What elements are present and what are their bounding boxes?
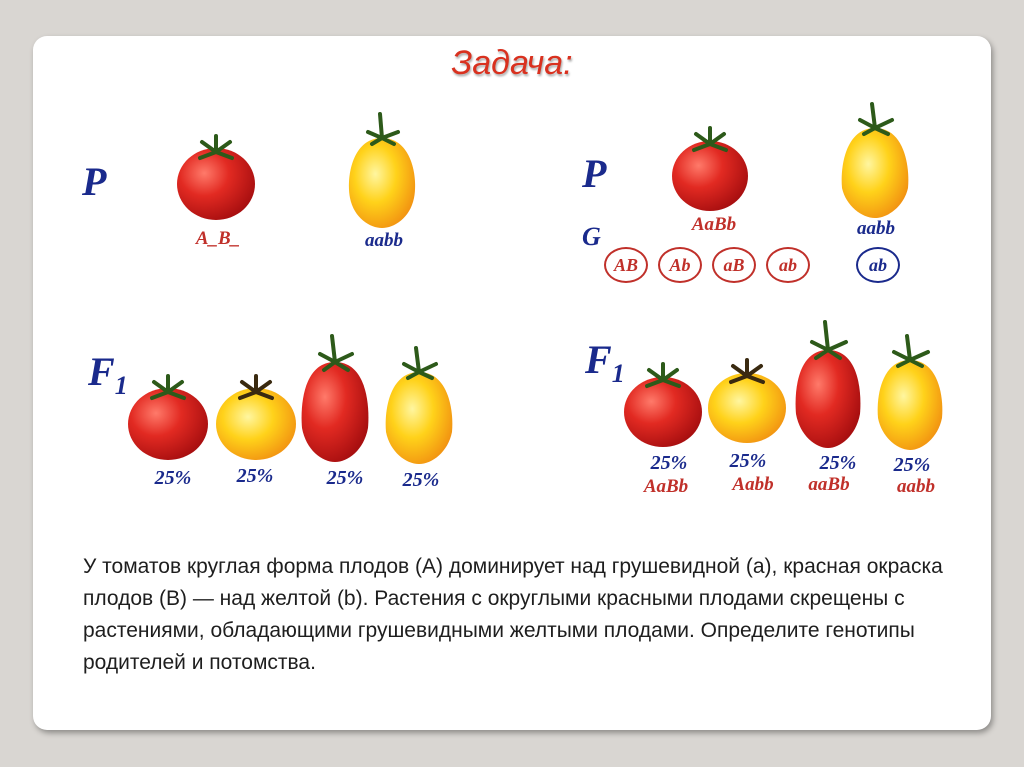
- left-f1-percent: 25%: [154, 467, 192, 489]
- gamete-ab-lower: ab: [766, 247, 810, 283]
- left-f1-round-yellow-tomato: [212, 372, 300, 464]
- right-f1-genotype: AaBb: [643, 476, 689, 497]
- right-f1-pear-yellow-tomato: [872, 334, 948, 452]
- right-f1-genotype: aabb: [897, 476, 935, 497]
- left-f1-percent: 25%: [326, 467, 364, 489]
- right-g-label: G: [582, 222, 601, 251]
- right-f1-percent: 25%: [650, 452, 688, 474]
- right-f1-percent: 25%: [893, 454, 931, 476]
- right-f1-percent: 25%: [819, 452, 857, 474]
- slide-title: Задача:: [451, 44, 573, 82]
- right-f1-round-red-tomato: [620, 362, 706, 452]
- left-p-label: P: [82, 159, 107, 204]
- left-parent-pear-yellow-tomato: [342, 108, 422, 233]
- right-parent-yellow-genotype: aabb: [857, 218, 895, 239]
- right-parent-pear-yellow-tomato: [836, 100, 914, 222]
- left-f1-percent: 25%: [402, 469, 440, 491]
- gamete-ab-lower-upper: aB: [712, 247, 756, 283]
- gamete-ab-upper: AB: [604, 247, 648, 283]
- left-f1-pear-red-tomato: [296, 332, 374, 466]
- left-f1-label: $F_1$: [88, 349, 128, 400]
- gamete-ab-mixed: Ab: [658, 247, 702, 283]
- right-parent-red-genotype: AaBb: [691, 214, 737, 235]
- right-f1-label: $F_1$: [585, 337, 625, 388]
- right-f1-pear-red-tomato: [790, 320, 866, 450]
- left-parent-yellow-genotype: aabb: [365, 230, 403, 251]
- right-f1-genotype: Aabb: [732, 474, 774, 495]
- task-description: У томатов круглая форма плодов (А) доминирует над грушевидной (а), красная окраска плодов (В) — над желтой (b). Растения с округлыми красными плодами скрещены с растениями, обладающими грушевидными желтыми плодами. Определите генотипы родителей и потомства.: [83, 555, 943, 674]
- right-f1-percent: 25%: [729, 450, 767, 472]
- right-p-label: P: [582, 151, 607, 196]
- gamete-yellow-parent: ab: [856, 247, 900, 283]
- left-f1-percent: 25%: [236, 465, 274, 487]
- left-f1-round-red-tomato: [124, 372, 212, 464]
- left-f1-pear-yellow-tomato: [380, 344, 458, 468]
- right-f1-round-yellow-tomato: [704, 358, 790, 448]
- left-parent-round-red-tomato: [172, 128, 262, 223]
- right-parent-round-red-tomato: [666, 124, 754, 216]
- right-f1-genotype: aaBb: [808, 474, 850, 495]
- left-parent-red-genotype: A_B_: [195, 228, 241, 249]
